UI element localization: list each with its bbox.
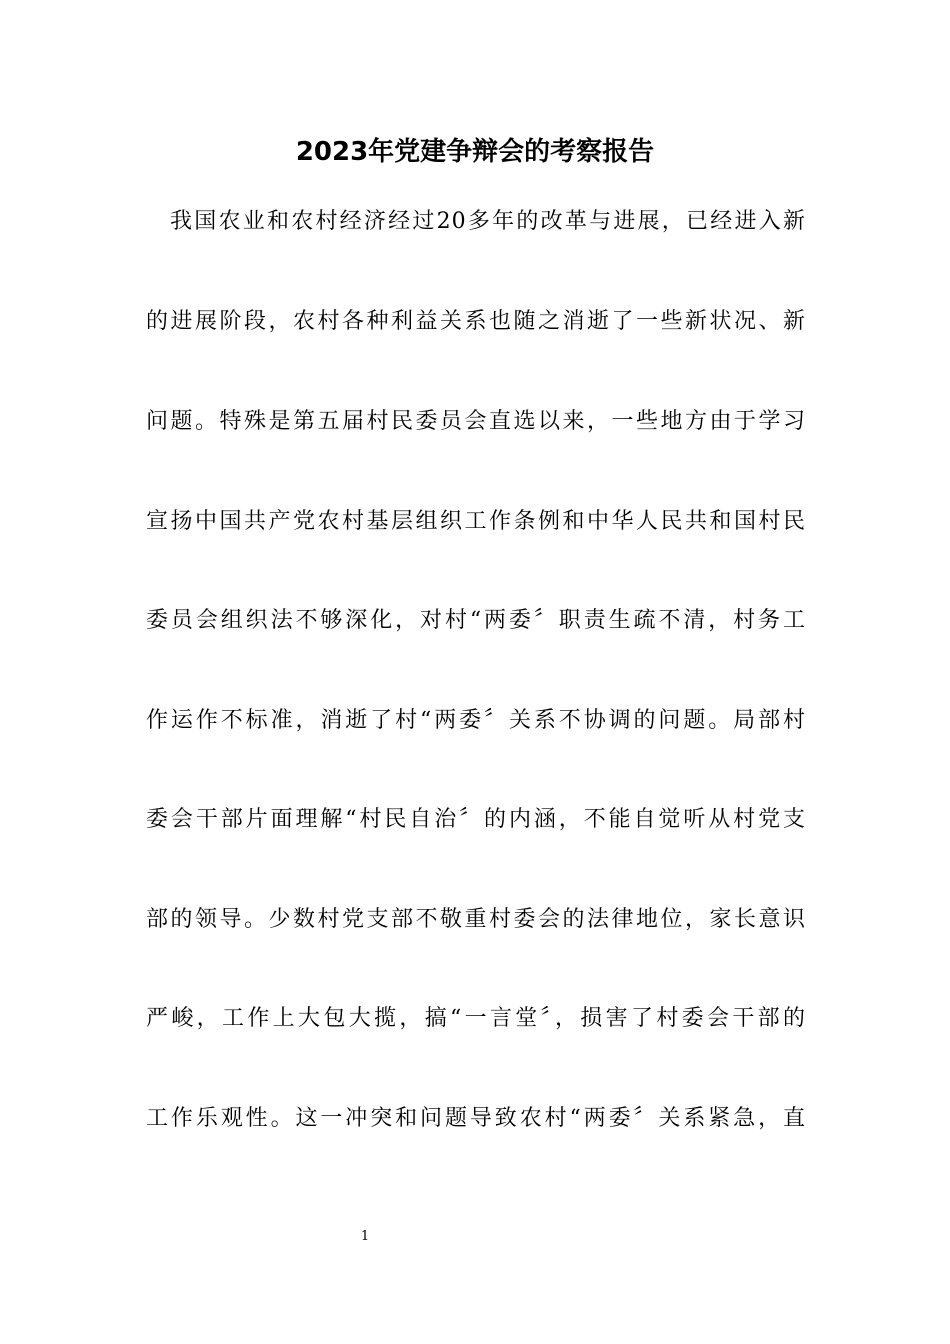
paragraph-line: 委员会组织法不够深化，对村“两委〞职责生疏不清，村务工 bbox=[146, 608, 806, 633]
page-title: 2023年党建争辩会的考察报告 bbox=[295, 137, 655, 167]
paragraph-line: 的进展阶段，农村各种利益关系也随之消逝了一些新状况、新 bbox=[146, 309, 806, 334]
paragraph-line: 宣扬中国共产党农村基层组织工作条例和中华人民共和国村民 bbox=[146, 509, 806, 534]
paragraph-line: 工作乐观性。这一冲突和问题导致农村“两委〞关系紧急，直 bbox=[146, 1106, 806, 1131]
paragraph-line: 我国农业和农村经济经过20多年的改革与进展，已经进入新 bbox=[170, 209, 806, 234]
paragraph-line: 部的领导。少数村党支部不敬重村委会的法律地位，家长意识 bbox=[146, 907, 806, 932]
paragraph-line: 作运作不标准，消逝了村“两委〞关系不协调的问题。局部村 bbox=[146, 708, 806, 733]
paragraph-line: 问题。特殊是第五届村民委员会直选以来，一些地方由于学习 bbox=[146, 409, 806, 434]
paragraph-line: 严峻，工作上大包大揽，搞“一言堂〞，损害了村委会干部的 bbox=[146, 1006, 806, 1031]
page-number: 1 bbox=[360, 1229, 370, 1244]
paragraph-line: 委会干部片面理解“村民自治〞的内涵，不能自觉听从村党支 bbox=[146, 807, 806, 832]
